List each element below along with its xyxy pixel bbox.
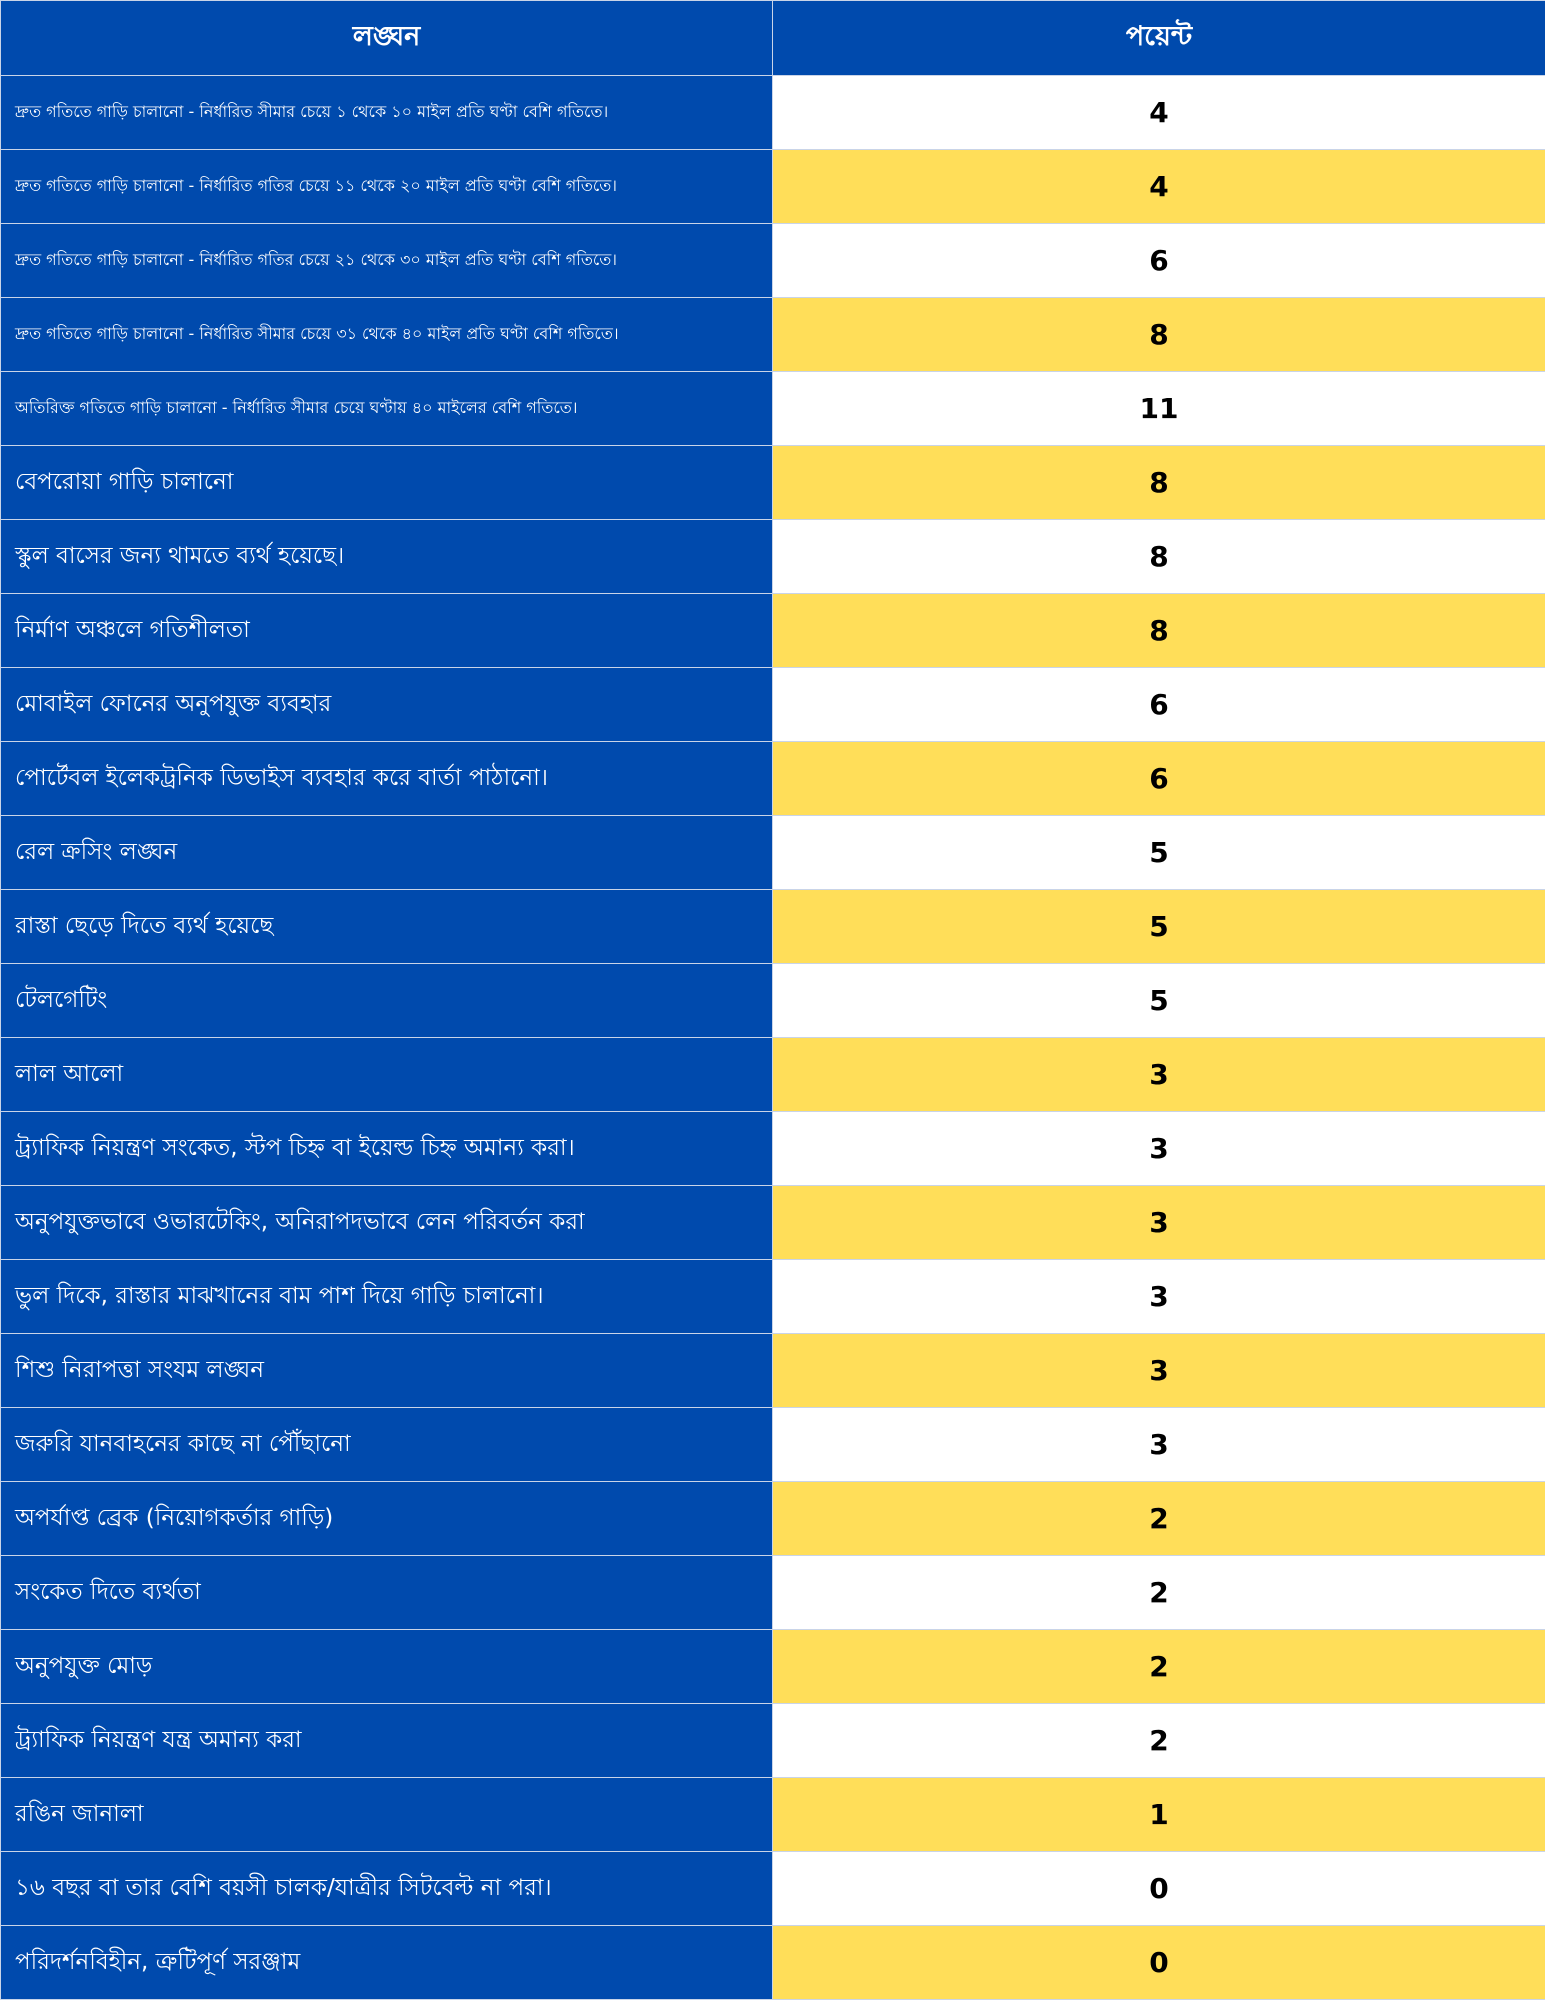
table-row — [1, 150, 1545, 224]
points-cell: 0 — [773, 1926, 1545, 2000]
violation-cell: বেপরোয়া গাড়ি চালানো — [1, 446, 773, 520]
table-row — [1, 594, 1545, 668]
points-cell: 6 — [773, 668, 1545, 742]
points-cell: 3 — [773, 1038, 1545, 1112]
table-row — [1, 1852, 1545, 1926]
points-cell: 8 — [773, 446, 1545, 520]
violation-cell: অনুপযুক্ত মোড় — [1, 1630, 773, 1704]
violation-cell: স্কুল বাসের জন্য থামতে ব্যর্থ হয়েছে। — [1, 520, 773, 594]
violation-cell: রাস্তা ছেড়ে দিতে ব্যর্থ হয়েছে — [1, 890, 773, 964]
violation-cell: শিশু নিরাপত্তা সংযম লঙ্ঘন — [1, 1334, 773, 1408]
table-row — [1, 446, 1545, 520]
violation-cell: ট্র্যাফিক নিয়ন্ত্রণ সংকেত, স্টপ চিহ্ন বা ইয়েল্ড চিহ্ন অমান্য করা। — [1, 1112, 773, 1186]
table-row — [1, 372, 1545, 446]
points-cell: 6 — [773, 742, 1545, 816]
table-row — [1, 1704, 1545, 1778]
table-row — [1, 1334, 1545, 1408]
violation-cell: অপর্যাপ্ত ব্রেক (নিয়োগকর্তার গাড়ি) — [1, 1482, 773, 1556]
table-row — [1, 1038, 1545, 1112]
violation-cell: পোর্টেবল ইলেকট্রনিক ডিভাইস ব্যবহার করে বার্তা পাঠানো। — [1, 742, 773, 816]
points-cell: 0 — [773, 1852, 1545, 1926]
violation-cell: মোবাইল ফোনের অনুপযুক্ত ব্যবহার — [1, 668, 773, 742]
violation-cell: অনুপযুক্তভাবে ওভারটেকিং, অনিরাপদভাবে লেন পরিবর্তন করা — [1, 1186, 773, 1260]
points-cell: 4 — [773, 150, 1545, 224]
violation-cell: টেলগেটিং — [1, 964, 773, 1038]
violation-cell: দ্রুত গতিতে গাড়ি চালানো - নির্ধারিত সীমার চেয়ে ১ থেকে ১০ মাইল প্রতি ঘণ্টা বেশি গতিতে। — [1, 76, 773, 150]
violation-cell: দ্রুত গতিতে গাড়ি চালানো - নির্ধারিত সীমার চেয়ে ৩১ থেকে ৪০ মাইল প্রতি ঘণ্টা বেশি গতিতে। — [1, 298, 773, 372]
violation-cell: সংকেত দিতে ব্যর্থতা — [1, 1556, 773, 1630]
points-cell: 11 — [773, 372, 1545, 446]
table-row — [1, 742, 1545, 816]
points-cell: 8 — [773, 594, 1545, 668]
points-cell: 2 — [773, 1630, 1545, 1704]
points-cell: 5 — [773, 890, 1545, 964]
points-cell: 3 — [773, 1260, 1545, 1334]
violation-cell: ভুল দিকে, রাস্তার মাঝখানের বাম পাশ দিয়ে গাড়ি চালানো। — [1, 1260, 773, 1334]
table-row — [1, 1630, 1545, 1704]
points-cell: 6 — [773, 224, 1545, 298]
violation-cell: রঙিন জানালা — [1, 1778, 773, 1852]
points-cell: 3 — [773, 1334, 1545, 1408]
table-row — [1, 1556, 1545, 1630]
points-cell: 2 — [773, 1556, 1545, 1630]
table-row — [1, 76, 1545, 150]
header-points: পয়েন্ট — [773, 1, 1545, 76]
violation-cell: দ্রুত গতিতে গাড়ি চালানো - নির্ধারিত গতির চেয়ে ১১ থেকে ২০ মাইল প্রতি ঘণ্টা বেশি গতিতে। — [1, 150, 773, 224]
table-row — [1, 816, 1545, 890]
table-row — [1, 1186, 1545, 1260]
violation-cell: রেল ক্রসিং লঙ্ঘন — [1, 816, 773, 890]
violation-cell: ট্র্যাফিক নিয়ন্ত্রণ যন্ত্র অমান্য করা — [1, 1704, 773, 1778]
violation-cell: লাল আলো — [1, 1038, 773, 1112]
points-cell: 5 — [773, 964, 1545, 1038]
table-row — [1, 964, 1545, 1038]
table-row — [1, 1482, 1545, 1556]
table-row — [1, 1778, 1545, 1852]
table-row — [1, 1926, 1545, 2000]
violation-cell: ১৬ বছর বা তার বেশি বয়সী চালক/যাত্রীর সিটবেল্ট না পরা। — [1, 1852, 773, 1926]
header-violation: লঙ্ঘন — [1, 1, 773, 76]
points-cell: 3 — [773, 1186, 1545, 1260]
points-cell: 2 — [773, 1704, 1545, 1778]
violation-cell: পরিদর্শনবিহীন, ত্রুটিপূর্ণ সরঞ্জাম — [1, 1926, 773, 2000]
table-header-row — [1, 1, 1545, 76]
table-row — [1, 1112, 1545, 1186]
violation-cell: জরুরি যানবাহনের কাছে না পৌঁছানো — [1, 1408, 773, 1482]
table-row — [1, 224, 1545, 298]
table-row — [1, 520, 1545, 594]
table-row — [1, 1408, 1545, 1482]
table-row — [1, 890, 1545, 964]
points-cell: 1 — [773, 1778, 1545, 1852]
points-cell: 3 — [773, 1112, 1545, 1186]
points-cell: 8 — [773, 298, 1545, 372]
points-cell: 8 — [773, 520, 1545, 594]
violation-cell: নির্মাণ অঞ্চলে গতিশীলতা — [1, 594, 773, 668]
points-cell: 4 — [773, 76, 1545, 150]
violation-cell: অতিরিক্ত গতিতে গাড়ি চালানো - নির্ধারিত সীমার চেয়ে ঘণ্টায় ৪০ মাইলের বেশি গতিতে। — [1, 372, 773, 446]
table-row — [1, 298, 1545, 372]
table-row — [1, 668, 1545, 742]
violation-cell: দ্রুত গতিতে গাড়ি চালানো - নির্ধারিত গতির চেয়ে ২১ থেকে ৩০ মাইল প্রতি ঘণ্টা বেশি গতিতে। — [1, 224, 773, 298]
points-cell: 5 — [773, 816, 1545, 890]
table-row — [1, 1260, 1545, 1334]
points-cell: 2 — [773, 1482, 1545, 1556]
points-cell: 3 — [773, 1408, 1545, 1482]
